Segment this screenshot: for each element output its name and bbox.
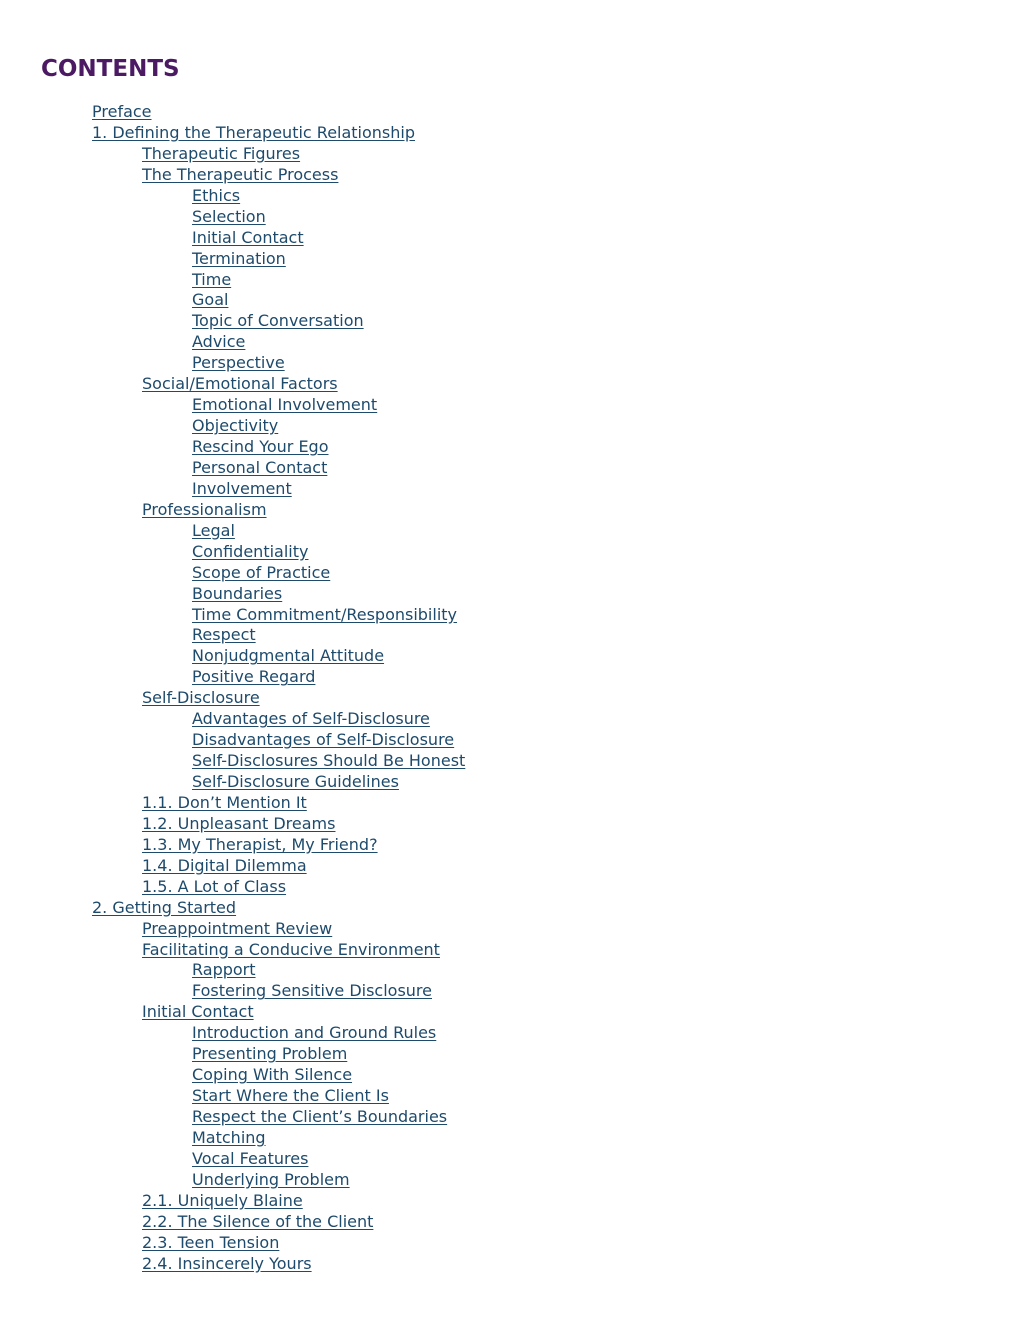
- toc-item: [0, 667, 465, 688]
- toc-item: [0, 856, 465, 877]
- toc-item: [0, 228, 465, 249]
- toc-item: [0, 814, 465, 835]
- toc-list: [0, 102, 465, 1275]
- toc-link[interactable]: Respect: [192, 625, 256, 645]
- toc-link[interactable]: 1.1. Don’t Mention It: [142, 792, 307, 812]
- toc-link[interactable]: Fostering Sensitive Disclosure: [192, 981, 432, 1001]
- toc-item: [0, 1191, 465, 1212]
- toc-item: [0, 1107, 465, 1128]
- toc-link[interactable]: Social/Emotional Factors: [142, 374, 338, 394]
- toc-item: [0, 709, 465, 730]
- toc-item: [0, 479, 465, 500]
- toc-link[interactable]: Rescind Your Ego: [192, 437, 329, 456]
- toc-link[interactable]: Initial Contact: [142, 1002, 254, 1022]
- toc-item: [0, 458, 465, 479]
- toc-link[interactable]: Topic of Conversation: [192, 311, 364, 331]
- toc-item: [0, 1023, 465, 1044]
- toc-link[interactable]: Perspective: [192, 353, 285, 373]
- toc-item: [0, 835, 465, 856]
- toc-link[interactable]: Start Where the Client Is: [192, 1086, 389, 1106]
- toc-item: [0, 793, 465, 814]
- toc-link[interactable]: Respect the Client’s Boundaries: [192, 1107, 448, 1126]
- toc-link[interactable]: 2.2. The Silence of the Client: [142, 1211, 374, 1231]
- toc-item: [0, 1212, 465, 1233]
- toc-item: [0, 877, 465, 898]
- toc-item: [0, 646, 465, 667]
- toc-item: [0, 981, 465, 1002]
- toc-item: [0, 123, 465, 144]
- toc-link[interactable]: The Therapeutic Process: [142, 164, 339, 184]
- toc-item: [0, 416, 465, 437]
- toc-item: [0, 374, 465, 395]
- toc-item: [0, 395, 465, 416]
- toc-link[interactable]: Rapport: [192, 960, 256, 980]
- toc-link[interactable]: Selection: [192, 206, 266, 226]
- toc-item: [0, 730, 465, 751]
- toc-link[interactable]: Vocal Features: [192, 1148, 309, 1168]
- toc-link[interactable]: Time Commitment/Responsibility: [192, 604, 458, 624]
- toc-item: [0, 940, 465, 961]
- toc-link[interactable]: Termination: [192, 248, 286, 268]
- toc-item: [0, 1002, 465, 1023]
- toc-item: [0, 311, 465, 332]
- toc-link[interactable]: Goal: [192, 290, 229, 310]
- toc-item: [0, 1149, 465, 1170]
- toc-link[interactable]: Involvement: [192, 478, 292, 498]
- toc-link[interactable]: Therapeutic Figures: [142, 143, 301, 163]
- toc-link[interactable]: Underlying Problem: [192, 1169, 350, 1189]
- toc-item: [0, 1170, 465, 1191]
- toc-link[interactable]: 2.1. Uniquely Blaine: [142, 1190, 303, 1210]
- toc-item: [0, 437, 465, 458]
- toc-item: [0, 1233, 465, 1254]
- toc-link[interactable]: Introduction and Ground Rules: [192, 1023, 437, 1043]
- toc-link[interactable]: Advantages of Self-Disclosure: [192, 709, 430, 729]
- toc-link[interactable]: Preface: [92, 102, 152, 121]
- toc-link[interactable]: Boundaries: [192, 583, 283, 603]
- toc-item: [0, 605, 465, 626]
- toc-link[interactable]: Positive Regard: [192, 667, 316, 687]
- toc-link[interactable]: Nonjudgmental Attitude: [192, 646, 385, 666]
- toc-link[interactable]: 1.2. Unpleasant Dreams: [142, 813, 336, 833]
- toc-link[interactable]: Personal Contact: [192, 457, 328, 477]
- toc-link[interactable]: Professionalism: [142, 499, 267, 519]
- toc-link[interactable]: 2. Getting Started: [92, 897, 237, 917]
- toc-item: [0, 960, 465, 981]
- toc-item: [0, 165, 465, 186]
- toc-item: [0, 563, 465, 584]
- toc-item: [0, 919, 465, 940]
- toc-item: [0, 290, 465, 311]
- toc-item: [0, 584, 465, 605]
- toc-item: [0, 542, 465, 563]
- toc-link[interactable]: 2.4. Insincerely Yours: [142, 1253, 312, 1273]
- toc-item: [0, 207, 465, 228]
- toc-item: [0, 1128, 465, 1149]
- toc-link[interactable]: 1.5. A Lot of Class: [142, 876, 287, 896]
- toc-link[interactable]: Ethics: [192, 185, 241, 205]
- toc-link[interactable]: 2.3. Teen Tension: [142, 1232, 280, 1252]
- toc-link[interactable]: Initial Contact: [192, 227, 304, 247]
- toc-item: [0, 688, 465, 709]
- toc-item: [0, 102, 465, 123]
- toc-item: [0, 1254, 465, 1275]
- toc-link[interactable]: Self-Disclosure Guidelines: [192, 772, 399, 791]
- toc-link[interactable]: Advice: [192, 332, 246, 352]
- toc-item: [0, 1065, 465, 1086]
- toc-link[interactable]: Disadvantages of Self-Disclosure: [192, 730, 455, 750]
- toc-link[interactable]: Presenting Problem: [192, 1044, 348, 1064]
- toc-item: [0, 144, 465, 165]
- page-title: CONTENTS: [41, 56, 180, 82]
- toc-item: [0, 898, 465, 919]
- toc-link[interactable]: Scope of Practice: [192, 562, 331, 582]
- toc-item: [0, 521, 465, 542]
- toc-link[interactable]: Facilitating a Conducive Environment: [142, 939, 440, 959]
- toc-link[interactable]: Objectivity: [192, 416, 279, 436]
- toc-item: [0, 353, 465, 374]
- toc-item: [0, 751, 465, 772]
- toc-link[interactable]: Time: [192, 269, 232, 289]
- toc-link[interactable]: Coping With Silence: [192, 1065, 353, 1085]
- toc-link[interactable]: Confidentiality: [192, 541, 309, 561]
- toc-link[interactable]: 1. Defining the Therapeutic Relationship: [92, 122, 416, 142]
- toc-item: [0, 270, 465, 291]
- toc-link[interactable]: Preappointment Review: [142, 918, 333, 938]
- toc-item: [0, 332, 465, 353]
- toc-item: [0, 249, 465, 270]
- toc-link[interactable]: Emotional Involvement: [192, 395, 378, 415]
- toc-link[interactable]: Legal: [192, 520, 235, 540]
- toc-link[interactable]: 1.3. My Therapist, My Friend?: [142, 834, 378, 854]
- toc-item: [0, 772, 465, 793]
- toc-item: [0, 1044, 465, 1065]
- toc-item: [0, 186, 465, 207]
- toc-link[interactable]: Matching: [192, 1127, 266, 1147]
- toc-item: [0, 625, 465, 646]
- toc-link[interactable]: Self-Disclosure: [142, 688, 260, 708]
- toc-link[interactable]: Self-Disclosures Should Be Honest: [192, 751, 466, 771]
- toc-item: [0, 500, 465, 521]
- toc-link[interactable]: 1.4. Digital Dilemma: [142, 855, 307, 875]
- toc-item: [0, 1086, 465, 1107]
